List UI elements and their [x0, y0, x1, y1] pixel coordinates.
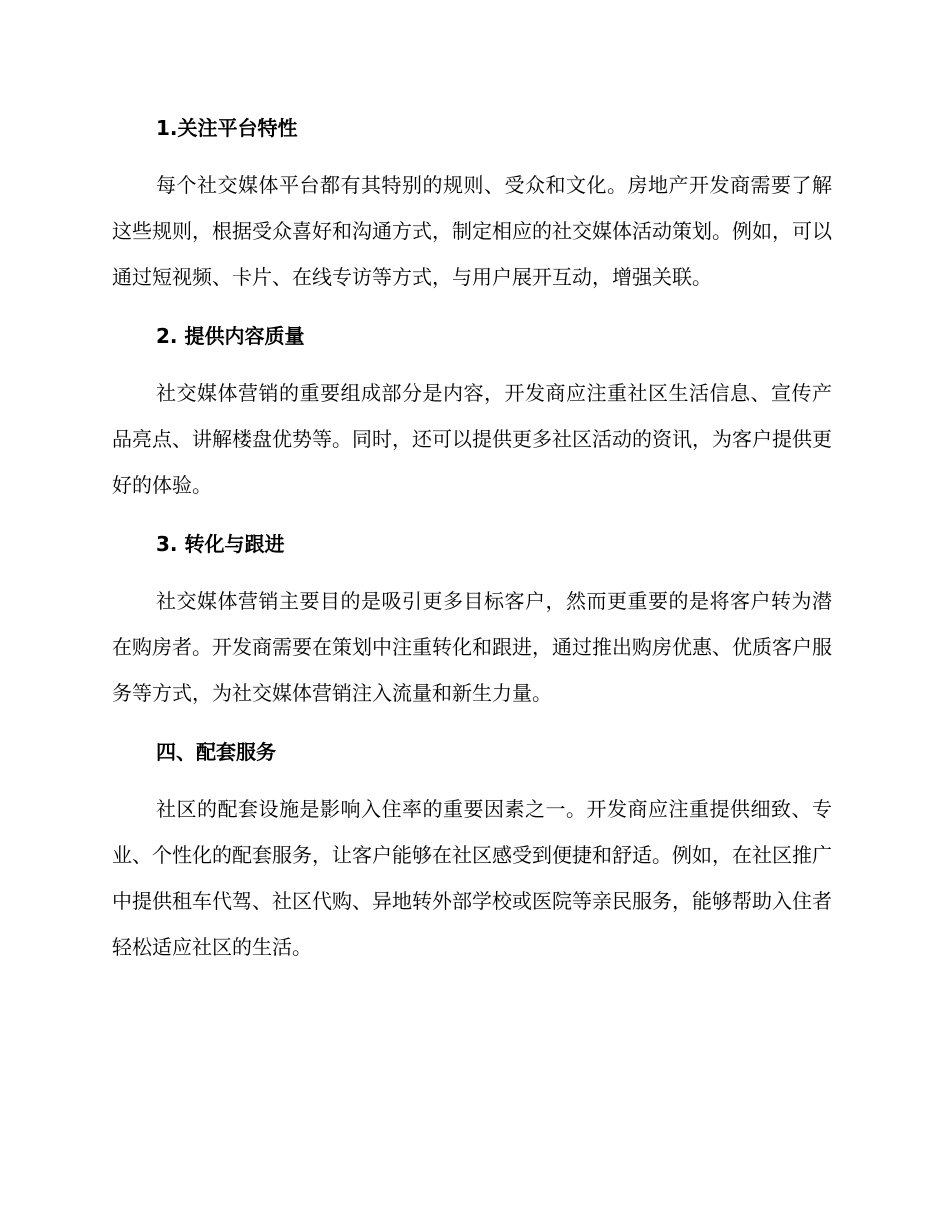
section-paragraph-platform-features: 每个社交媒体平台都有其特别的规则、受众和文化。房地产开发商需要了解这些规则，根据受众喜好和沟通方式，制定相应的社交媒体活动策划。例如，可以通过短视频、卡片、在线专访等方式，与用户展开互动，增强关联。	[112, 173, 832, 289]
section-heading-platform-features: 1.关注平台特性	[156, 116, 298, 140]
section-paragraph-supporting-services: 社区的配套设施是影响入住率的重要因素之一。开发商应注重提供细致、专业、个性化的配套服务，让客户能够在社区感受到便捷和舒适。例如，在社区推广中提供租车代驾、社区代购、异地转外部学校或医院等亲民服务，能够帮助入住者轻松适应社区的生活。	[112, 797, 832, 959]
section-heading-supporting-services: 四、配套服务	[156, 740, 276, 764]
section-heading-content-quality: 2. 提供内容质量	[156, 324, 305, 348]
document-body	[112, 110, 832, 970]
section-heading-conversion-followup: 3. 转化与跟进	[156, 532, 285, 556]
section-paragraph-content-quality: 社交媒体营销的重要组成部分是内容，开发商应注重社区生活信息、宣传产品亮点、讲解楼盘优势等。同时，还可以提供更多社区活动的资讯，为客户提供更好的体验。	[112, 381, 832, 497]
section-paragraph-conversion-followup: 社交媒体营销主要目的是吸引更多目标客户，然而更重要的是将客户转为潜在购房者。开发商需要在策划中注重转化和跟进，通过推出购房优惠、优质客户服务等方式，为社交媒体营销注入流量和新生力量。	[112, 589, 832, 705]
